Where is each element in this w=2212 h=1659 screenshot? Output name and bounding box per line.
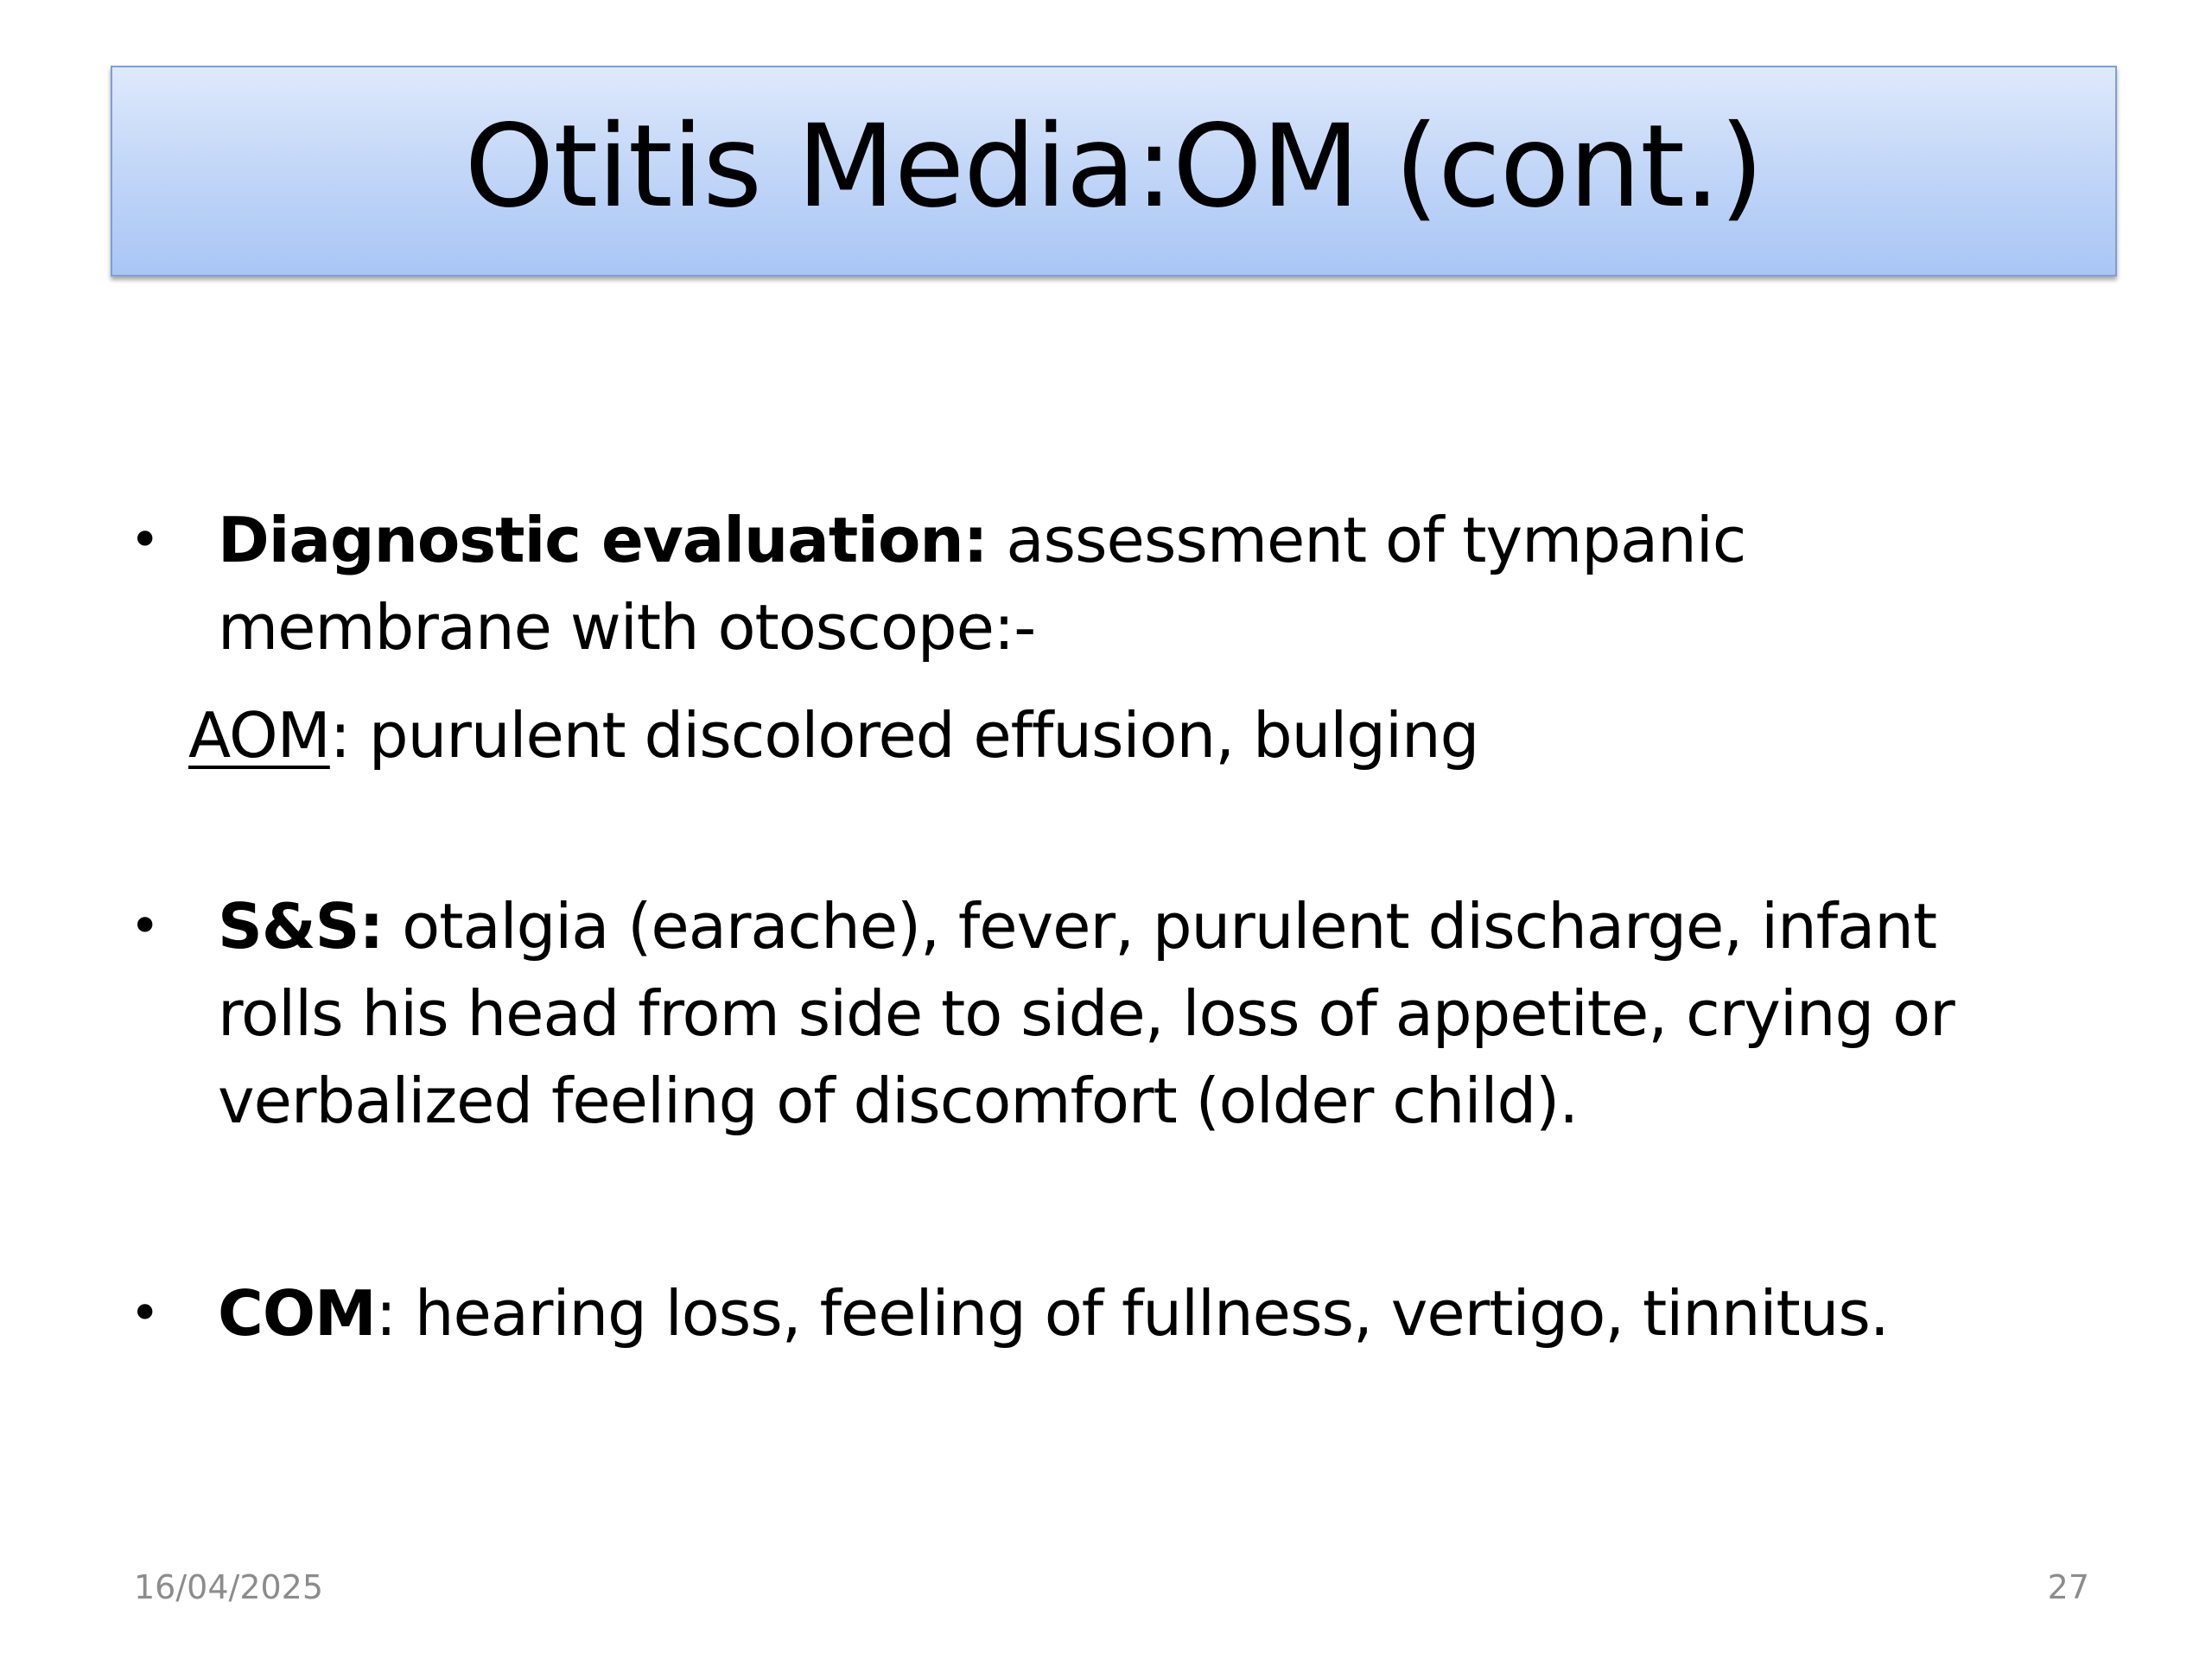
footer-date: 16/04/2025 bbox=[134, 1568, 324, 1606]
bullet-text: assessment of tympanic membrane with otoscope:- bbox=[218, 504, 1746, 664]
slide-number: 27 bbox=[2047, 1568, 2089, 1606]
bullet-heading: COM bbox=[218, 1277, 376, 1350]
bullet-icon: • bbox=[130, 896, 160, 957]
bullet-heading: S&S: bbox=[218, 890, 384, 963]
bullet-signs-symptoms bbox=[130, 883, 2056, 1145]
bullet-icon: • bbox=[130, 510, 160, 570]
aom-text: : purulent discolored effusion, bulging bbox=[329, 699, 1479, 772]
title-banner bbox=[111, 66, 2117, 276]
slide-title: Otitis Media:OM (cont.) bbox=[464, 100, 1764, 233]
bullet-text: otalgia (earache), fever, purulent discharge, infant rolls his head from side to side, loss of appetite, crying or verbalized feeling of discomfort (older child). bbox=[218, 890, 1955, 1137]
bullet-heading: Diagnostic evaluation: bbox=[218, 504, 988, 576]
aom-line bbox=[130, 692, 2056, 779]
bullet-com bbox=[130, 1270, 2056, 1357]
bullet-text: : hearing loss, feeling of fullness, vertigo, tinnitus. bbox=[375, 1277, 1889, 1350]
aom-label: AOM bbox=[188, 699, 330, 772]
slide-body bbox=[130, 497, 2056, 1357]
bullet-diagnostic-evaluation bbox=[130, 497, 2056, 671]
bullet-icon: • bbox=[130, 1283, 160, 1344]
